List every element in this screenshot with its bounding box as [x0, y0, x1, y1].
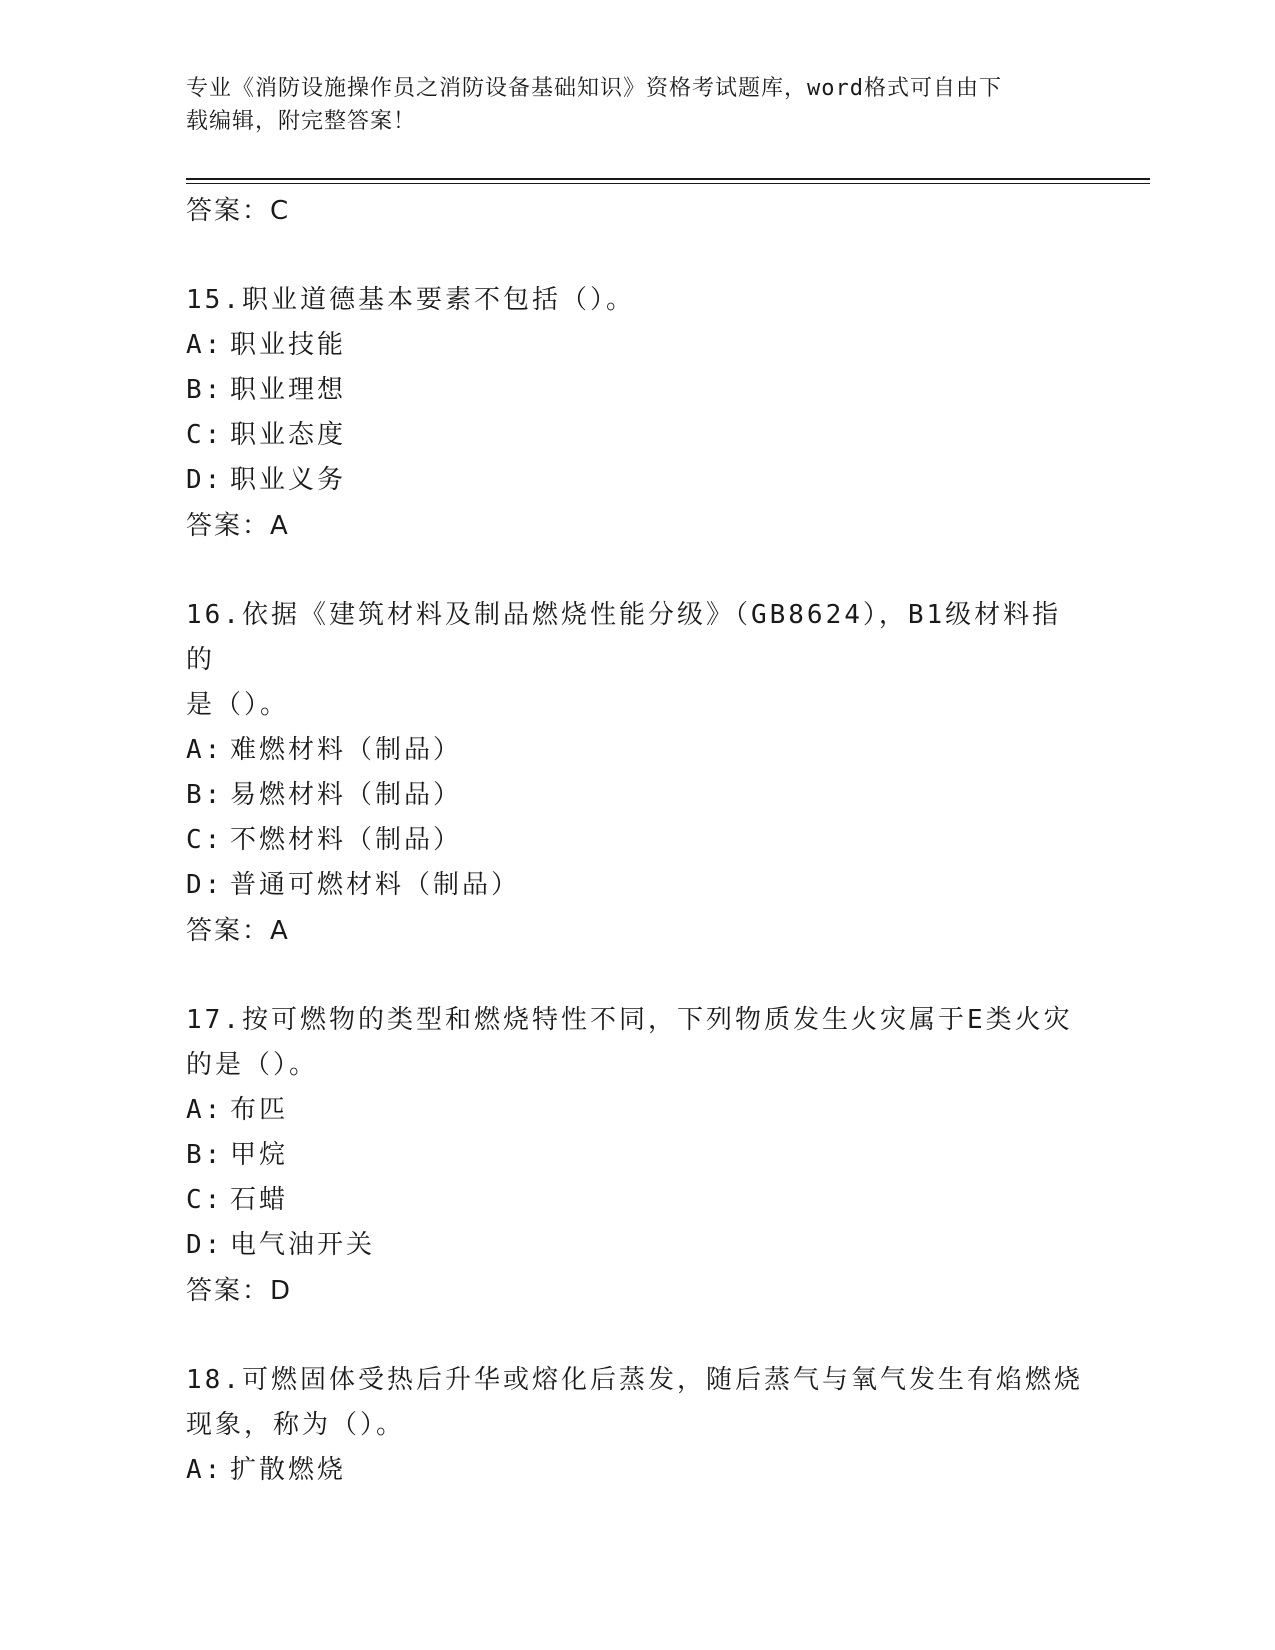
question-list [186, 188, 1086, 1493]
option-letter: C: [186, 825, 224, 855]
option-text: 不燃材料（制品） [230, 825, 463, 855]
question-18 [186, 1358, 1086, 1493]
spacer [186, 954, 1086, 998]
option-letter: D: [186, 870, 224, 900]
option-letter: B: [186, 1140, 224, 1170]
option-text: 布匹 [230, 1095, 289, 1125]
question-16-option-c [186, 818, 1086, 863]
spacer [186, 1314, 1086, 1358]
option-text: 职业义务 [230, 465, 347, 495]
header-divider-thin [186, 183, 1150, 184]
document-header [186, 72, 1066, 138]
option-letter: C: [186, 420, 224, 450]
answer-16: 答案：A [186, 916, 290, 946]
question-15-option-c [186, 413, 1086, 458]
question-15-text: 15.职业道德基本要素不包括（）。 [186, 285, 635, 315]
question-17-text-line-2: 的是（）。 [186, 1050, 319, 1080]
option-text: 电气油开关 [230, 1230, 376, 1260]
spacer [186, 234, 1086, 278]
question-15 [186, 278, 1086, 549]
answer-15: 答案：A [186, 511, 290, 541]
option-text: 石蜡 [230, 1185, 289, 1215]
option-letter: C: [186, 1185, 224, 1215]
option-text: 普通可燃材料（制品） [230, 870, 521, 900]
answer-14: 答案：C [186, 196, 291, 226]
question-18-option-a [186, 1448, 1086, 1493]
option-text: 甲烷 [230, 1140, 289, 1170]
option-letter: A: [186, 330, 224, 360]
question-16-option-b [186, 773, 1086, 818]
option-letter: D: [186, 1230, 224, 1260]
question-17 [186, 998, 1086, 1314]
question-17-option-b [186, 1133, 1086, 1178]
option-letter: B: [186, 375, 224, 405]
question-18-text-line-1: 18.可燃固体受热后升华或熔化后蒸发，随后蒸气与氧气发生有焰燃烧 [186, 1365, 1083, 1395]
question-16-option-a [186, 728, 1086, 773]
option-text: 职业技能 [230, 330, 347, 360]
header-divider-thick [186, 178, 1150, 180]
option-text: 职业态度 [230, 420, 347, 450]
question-15-option-b [186, 368, 1086, 413]
question-15-option-d [186, 458, 1086, 503]
option-letter: B: [186, 780, 224, 810]
question-17-option-d [186, 1223, 1086, 1268]
option-text: 扩散燃烧 [230, 1455, 347, 1485]
option-letter: D: [186, 465, 224, 495]
question-16-text-line-2: 是（）。 [186, 690, 290, 720]
spacer [186, 549, 1086, 593]
option-letter: A: [186, 1095, 224, 1125]
question-17-option-a [186, 1088, 1086, 1133]
option-text: 易燃材料（制品） [230, 780, 463, 810]
header-line-1: 专业《消防设施操作员之消防设备基础知识》资格考试题库，word格式可自由下 [186, 76, 1002, 101]
option-letter: A: [186, 735, 224, 765]
question-15-option-a [186, 323, 1086, 368]
option-text: 难燃材料（制品） [230, 735, 463, 765]
question-16-text-line-1: 16.依据《建筑材料及制品燃烧性能分级》（GB8624），B1级材料指的 [186, 600, 1062, 675]
question-17-text-line-1: 17.按可燃物的类型和燃烧特性不同，下列物质发生火灾属于E类火灾 [186, 1005, 1073, 1035]
option-text: 职业理想 [230, 375, 347, 405]
question-18-text-line-2: 现象，称为（）。 [186, 1410, 406, 1440]
question-17-option-c [186, 1178, 1086, 1223]
header-line-2: 载编辑，附完整答案！ [186, 109, 417, 134]
option-letter: A: [186, 1455, 224, 1485]
question-16 [186, 593, 1086, 954]
question-16-option-d [186, 863, 1086, 908]
answer-17: 答案：D [186, 1276, 293, 1306]
